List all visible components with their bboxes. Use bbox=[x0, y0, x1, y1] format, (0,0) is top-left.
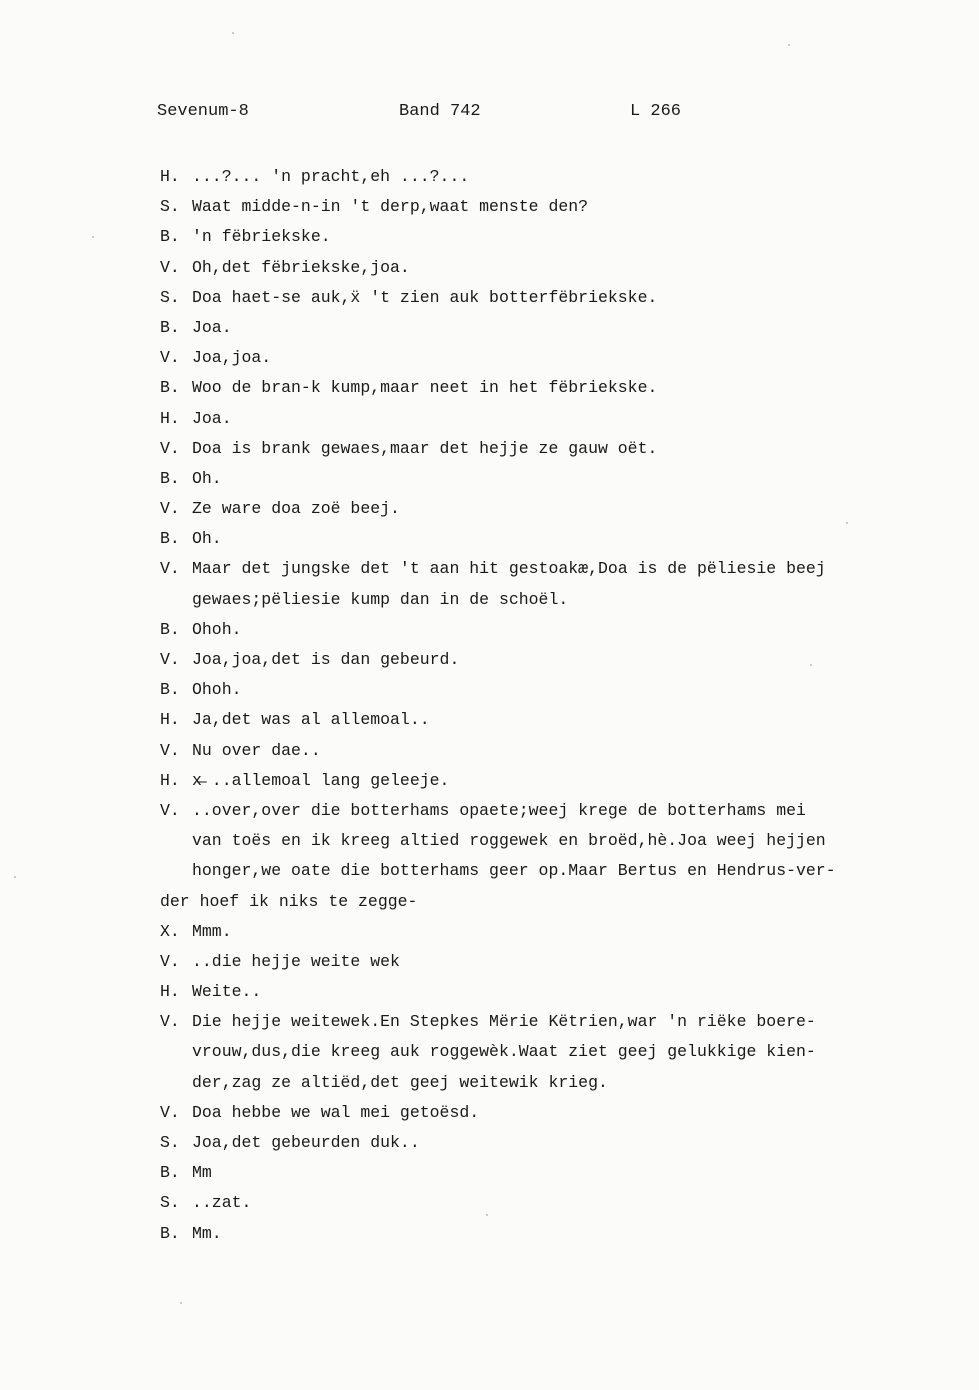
utterance-text: ..die hejje weite wek bbox=[192, 951, 400, 971]
transcript-line bbox=[0, 1037, 979, 1067]
utterance-text: ..zat. bbox=[192, 1193, 252, 1213]
transcript-line bbox=[0, 585, 979, 615]
utterance-text: vrouw,dus,die kreeg auk roggewèk.Waat ziet geej gelukkige kien- bbox=[192, 1042, 816, 1062]
speaker-label: H. bbox=[160, 408, 180, 428]
speaker-label: X. bbox=[160, 921, 180, 941]
transcript-line bbox=[0, 524, 979, 554]
utterance-text: van toës en ik kreeg altied roggewek en broëd,hè.Joa weej hejjen bbox=[192, 831, 826, 851]
speaker-label: B. bbox=[160, 1163, 180, 1183]
transcript-line bbox=[0, 554, 979, 584]
transcript-line bbox=[0, 705, 979, 735]
speaker-label: H. bbox=[160, 710, 180, 730]
utterance-text: Doa hebbe we wal mei getoësd. bbox=[192, 1102, 480, 1122]
speaker-label: S. bbox=[160, 197, 180, 217]
scan-speck bbox=[180, 1302, 182, 1304]
transcript-line bbox=[0, 947, 979, 977]
transcript-line bbox=[0, 856, 979, 886]
scan-speck bbox=[846, 522, 848, 524]
speaker-label: V. bbox=[160, 740, 180, 760]
utterance-text: Doa is brank gewaes,maar det hejje ze gauw oët. bbox=[192, 438, 658, 458]
utterance-text: 'n fëbriekske. bbox=[192, 227, 331, 247]
speaker-label: H. bbox=[160, 770, 180, 790]
speaker-label: V. bbox=[160, 1102, 180, 1122]
speaker-label: B. bbox=[160, 468, 180, 488]
utterance-text: Doa haet-se auk,ẍ 't zien auk botterfëbriekske. bbox=[192, 287, 658, 307]
speaker-label: H. bbox=[160, 982, 180, 1002]
utterance-text: Ohoh. bbox=[192, 619, 242, 639]
utterance-text: Joa. bbox=[192, 408, 232, 428]
speaker-label: B. bbox=[160, 680, 180, 700]
speaker-label: B. bbox=[160, 227, 180, 247]
scan-speck bbox=[486, 1214, 488, 1216]
transcript-line bbox=[0, 373, 979, 403]
transcript-line bbox=[0, 1158, 979, 1188]
utterance-text: Woo de bran-k kump,maar neet in het fëbriekske. bbox=[192, 378, 658, 398]
speaker-label: B. bbox=[160, 619, 180, 639]
scan-speck bbox=[810, 664, 812, 666]
transcript-line bbox=[0, 494, 979, 524]
utterance-text: Waat midde-n-in 't derp,waat menste den? bbox=[192, 197, 589, 217]
utterance-text: Joa. bbox=[192, 317, 232, 337]
transcript-line bbox=[0, 1098, 979, 1128]
utterance-text: Mm. bbox=[192, 1223, 222, 1243]
speaker-label: S. bbox=[160, 1193, 180, 1213]
utterance-text: Ohoh. bbox=[192, 680, 242, 700]
speaker-label: V. bbox=[160, 348, 180, 368]
speaker-label: S. bbox=[160, 1133, 180, 1152]
utterance-text: Nu over dae.. bbox=[192, 740, 321, 760]
transcript-line bbox=[0, 917, 979, 947]
utterance-text: Oh,det fëbriekske,joa. bbox=[192, 257, 410, 277]
speaker-label: S. bbox=[160, 287, 180, 307]
transcript-line bbox=[0, 796, 979, 826]
transcript-line bbox=[0, 464, 979, 494]
header-location: Sevenum-8 bbox=[157, 102, 249, 121]
transcript-line bbox=[0, 253, 979, 283]
scan-speck bbox=[232, 32, 234, 34]
speaker-label: V. bbox=[160, 650, 180, 669]
utterance-text: Oh. bbox=[192, 529, 222, 549]
speaker-label: V. bbox=[160, 1012, 180, 1032]
speaker-label: V. bbox=[160, 438, 180, 458]
scan-speck bbox=[788, 44, 790, 46]
transcript-line bbox=[0, 1188, 979, 1218]
header-band: Band 742 bbox=[399, 102, 481, 121]
transcript-line bbox=[0, 1007, 979, 1037]
transcript-line bbox=[0, 313, 979, 343]
transcript-line bbox=[0, 887, 979, 917]
page-header bbox=[0, 102, 979, 126]
utterance-text: ..over,over die botterhams opaete;weej krege de botterhams mei bbox=[192, 800, 806, 820]
transcript-line bbox=[0, 675, 979, 705]
transcript-line bbox=[0, 1128, 979, 1158]
speaker-label: V. bbox=[160, 257, 180, 277]
utterance-text: Joa,joa,det is dan gebeurd. bbox=[192, 650, 460, 669]
speaker-label: H. bbox=[160, 167, 180, 186]
transcript-line bbox=[0, 826, 979, 856]
utterance-text: honger,we oate die botterhams geer op.Maar Bertus en Hendrus-ver- bbox=[192, 861, 836, 881]
header-page-number: L 266 bbox=[630, 102, 682, 121]
utterance-text: Weite.. bbox=[192, 982, 262, 1002]
transcript bbox=[0, 162, 979, 1249]
transcript-line bbox=[0, 766, 979, 796]
utterance-text: Ja,det was al allemoal.. bbox=[192, 710, 430, 730]
utterance-text: Oh. bbox=[192, 468, 222, 488]
scan-speck bbox=[14, 876, 16, 878]
speaker-label: B. bbox=[160, 317, 180, 337]
speaker-label: B. bbox=[160, 1223, 180, 1243]
scan-speck bbox=[92, 236, 94, 238]
utterance-text: der,zag ze altiëd,det geej weitewik krieg. bbox=[192, 1072, 608, 1092]
speaker-label: V. bbox=[160, 559, 180, 579]
transcript-line bbox=[0, 1219, 979, 1249]
speaker-label: V. bbox=[160, 499, 180, 519]
transcript-line bbox=[0, 222, 979, 252]
utterance-text: der hoef ik niks te zegge- bbox=[160, 891, 418, 911]
utterance-text: Ze ware doa zoë beej. bbox=[192, 499, 400, 519]
speaker-label: B. bbox=[160, 529, 180, 549]
transcript-line bbox=[0, 434, 979, 464]
speaker-label: V. bbox=[160, 951, 180, 971]
utterance-text: ...?... 'n pracht,eh ...?... bbox=[192, 167, 470, 186]
transcript-line bbox=[0, 736, 979, 766]
transcript-line bbox=[0, 615, 979, 645]
utterance-text: Joa,det gebeurden duk.. bbox=[192, 1133, 420, 1152]
utterance-text: gewaes;pëliesie kump dan in de schoël. bbox=[192, 589, 569, 609]
utterance-text: x̶ ..allemoal lang geleeje. bbox=[192, 770, 450, 790]
transcript-line bbox=[0, 404, 979, 434]
transcript-line bbox=[0, 192, 979, 222]
utterance-text: Die hejje weitewek.En Stepkes Mërie Këtrien,war 'n riëke boere- bbox=[192, 1012, 816, 1032]
transcript-line bbox=[0, 343, 979, 373]
speaker-label: B. bbox=[160, 378, 180, 398]
transcript-line bbox=[0, 1068, 979, 1098]
transcript-line bbox=[0, 162, 979, 192]
utterance-text: Joa,joa. bbox=[192, 348, 272, 368]
speaker-label: V. bbox=[160, 800, 180, 820]
utterance-text: Maar det jungske det 't aan hit gestoakæ,Doa is de pëliesie beej bbox=[192, 559, 826, 579]
transcript-line bbox=[0, 645, 979, 675]
transcript-line bbox=[0, 977, 979, 1007]
utterance-text: Mm bbox=[192, 1163, 212, 1183]
utterance-text: Mmm. bbox=[192, 921, 232, 941]
transcript-line bbox=[0, 283, 979, 313]
